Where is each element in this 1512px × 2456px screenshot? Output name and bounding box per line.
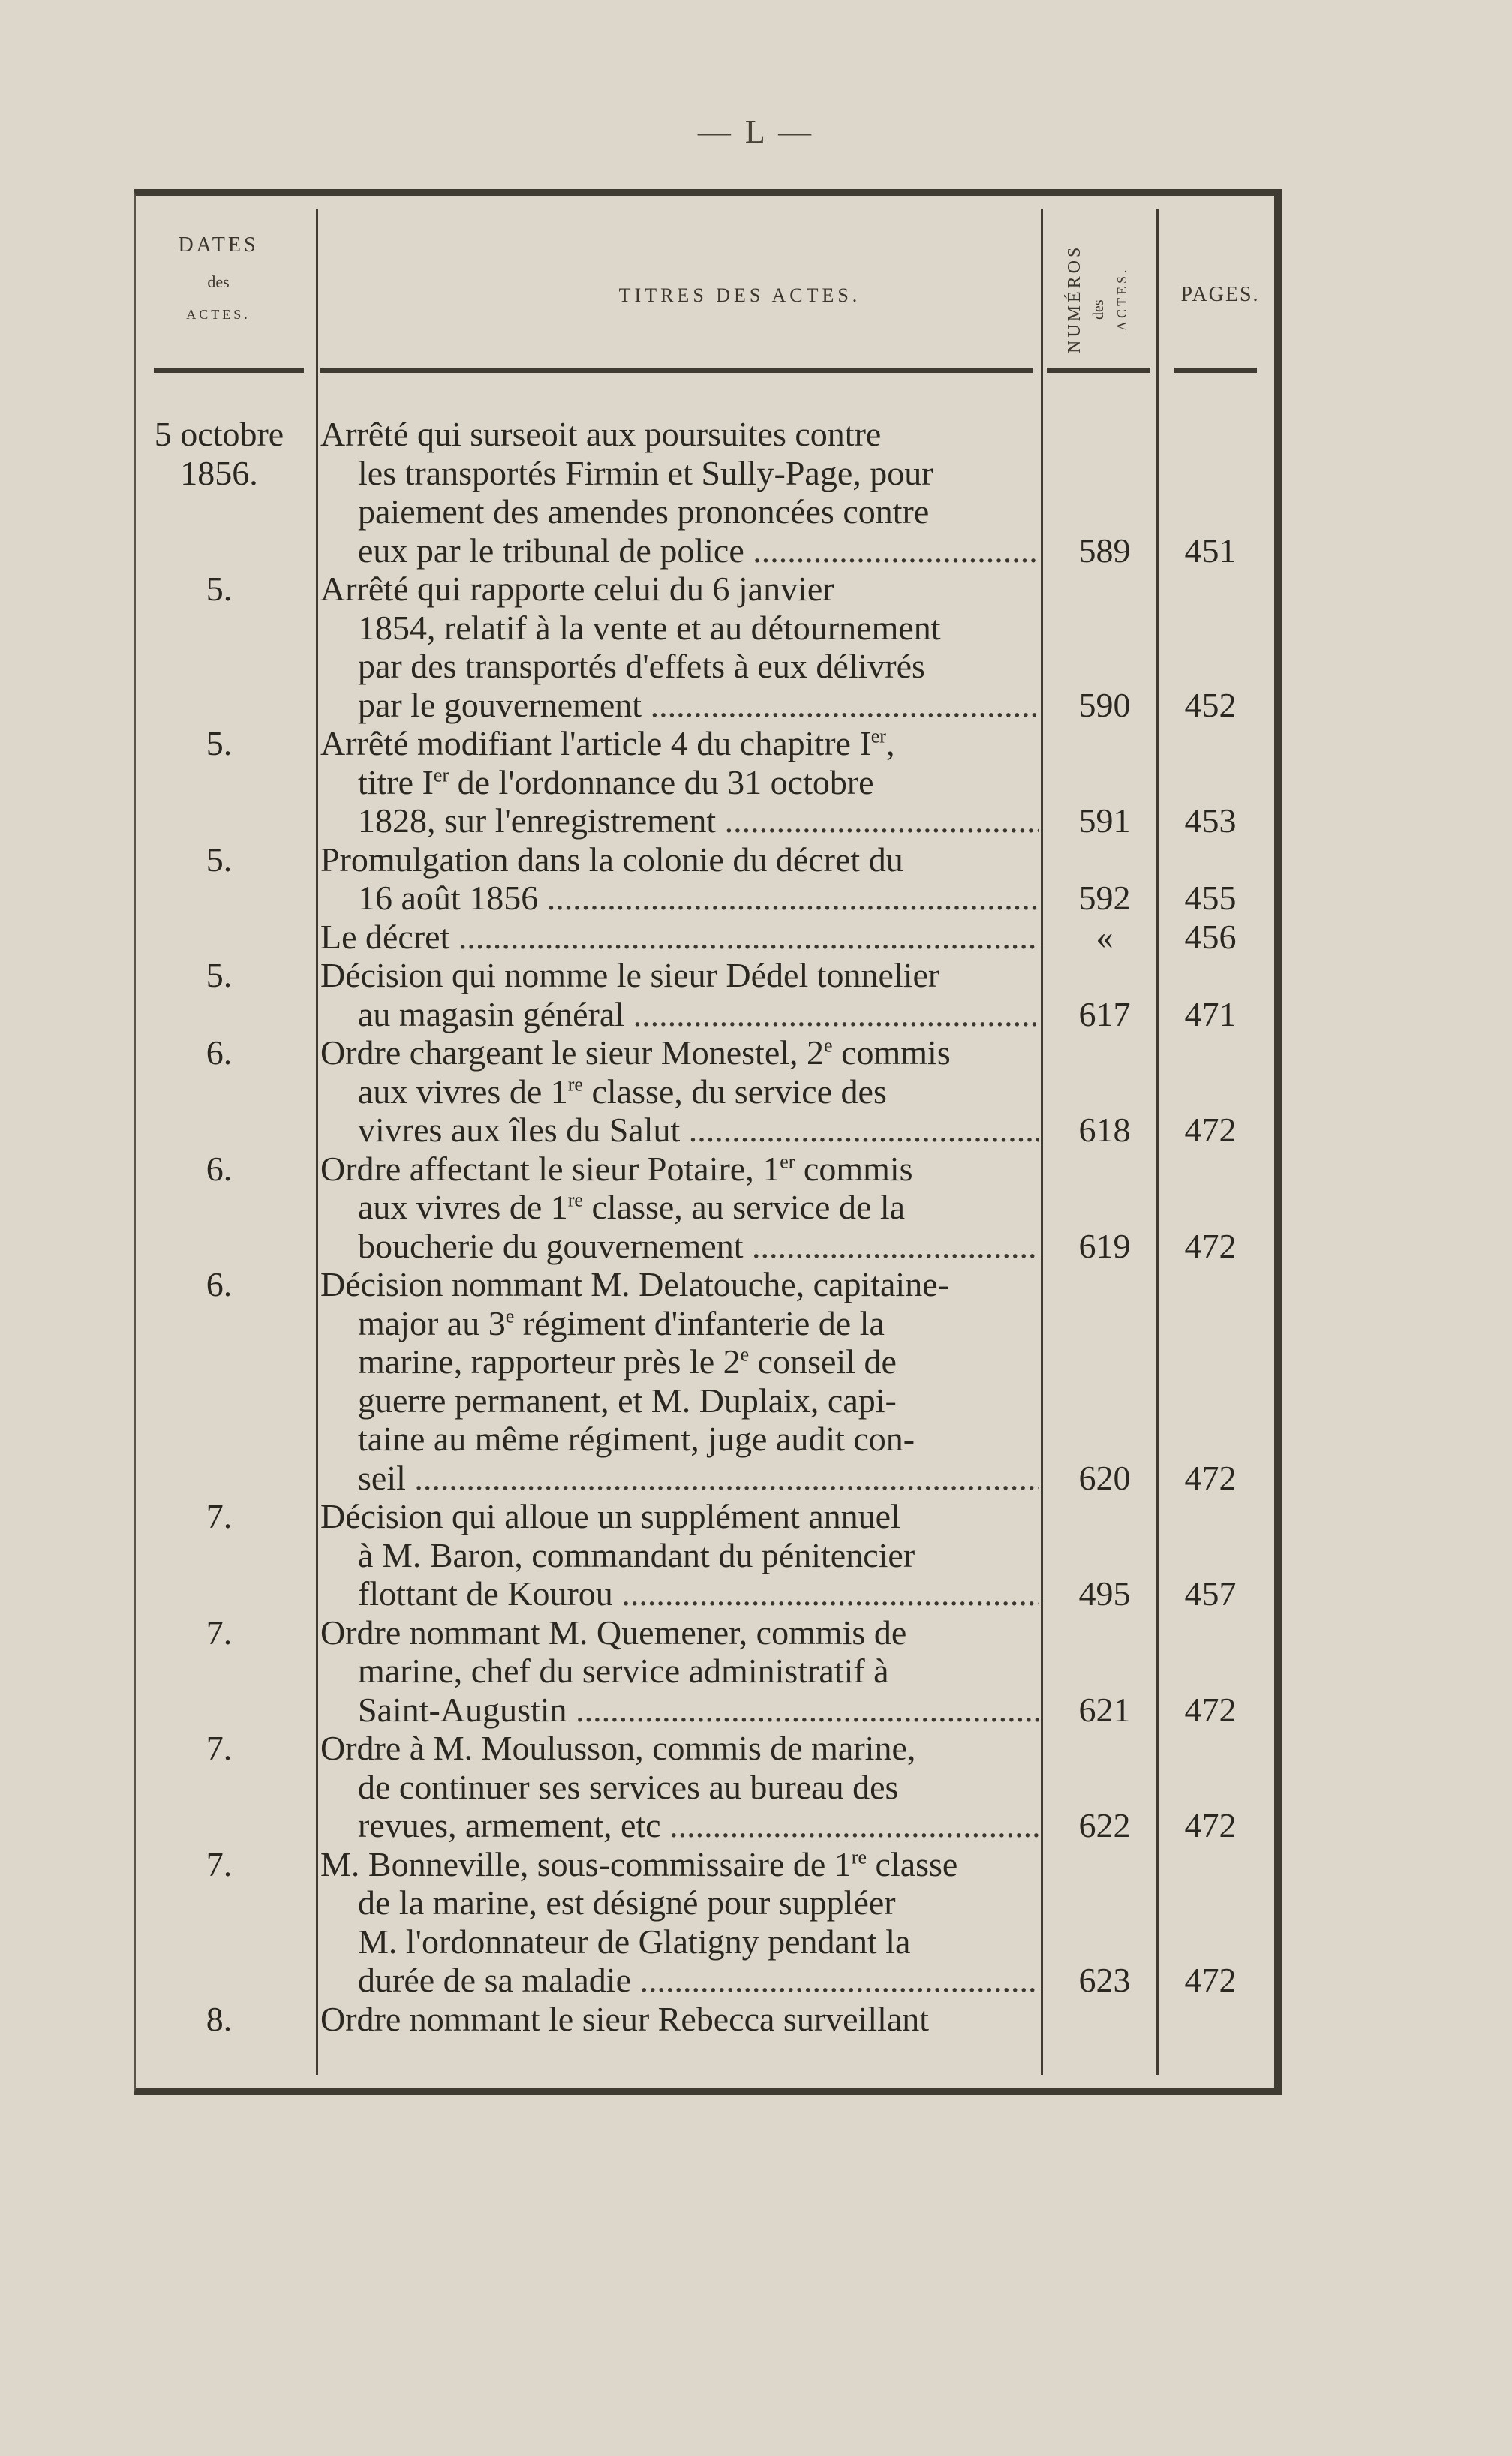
act-title-line: Arrêté modifiant l'article 4 du chapitre Ier, — [320, 724, 895, 762]
act-number: 618 — [1078, 1111, 1131, 1149]
act-page: 455 — [1184, 879, 1237, 917]
act-page: 471 — [1184, 994, 1237, 1033]
act-title-line: Décision qui nomme le sieur Dédel tonnelier — [320, 956, 940, 994]
act-title-line: M. Bonneville, sous-commissaire de 1re classe — [320, 1844, 958, 1883]
act-title — [320, 956, 1039, 1033]
act-title — [320, 1729, 1039, 1845]
table-row — [136, 1497, 1274, 1613]
act-title-line: Ordre nommant le sieur Rebecca surveillant — [320, 1999, 930, 2038]
act-title-line: Ordre affectant le sieur Potaire, 1er commis — [320, 1149, 913, 1188]
act-title-line: boucherie du gouvernement ..... — [320, 1227, 1039, 1266]
table-header — [136, 196, 1274, 376]
act-title-line: eux par le tribunal de police ..... — [320, 531, 1039, 570]
table-row — [136, 918, 1274, 957]
act-title — [320, 1845, 1039, 2000]
act-date-line: 7. — [206, 1497, 233, 1535]
act-title-line: Ordre à M. Moulusson, commis de marine, — [320, 1729, 916, 1767]
table-row — [136, 1729, 1274, 1845]
act-title-line: Décision qui alloue un supplément annuel — [320, 1497, 900, 1535]
act-page: 451 — [1184, 531, 1237, 570]
table-row — [136, 1613, 1274, 1730]
header-rule — [1047, 368, 1150, 373]
table-row — [136, 1265, 1274, 1497]
act-date-line: 5. — [206, 956, 233, 994]
act-title-line: 1828, sur l'enregistrement ..... — [320, 801, 1039, 840]
act-number: 619 — [1078, 1226, 1131, 1265]
act-number: « — [1096, 917, 1114, 956]
act-title-line: 1854, relatif à la vente et au détournement — [358, 608, 941, 647]
header-dates-line: ACTES. — [186, 307, 251, 322]
act-title-line: paiement des amendes prononcées contre — [358, 492, 930, 531]
act-date — [140, 1845, 298, 1884]
act-number: 589 — [1078, 531, 1131, 570]
act-page: 452 — [1184, 685, 1237, 724]
act-date-line: 5. — [206, 570, 233, 608]
act-page: 472 — [1184, 1806, 1237, 1844]
act-page: 457 — [1184, 1574, 1237, 1613]
act-title-line: Ordre chargeant le sieur Monestel, 2e commis — [320, 1033, 951, 1072]
act-number: 591 — [1078, 801, 1131, 840]
act-title — [320, 724, 1039, 840]
act-date-line: 8. — [206, 1999, 233, 2038]
act-date-line: 7. — [206, 1844, 233, 1883]
act-page: 456 — [1184, 917, 1237, 956]
act-title-line: par des transportés d'effets à eux délivrés — [358, 647, 925, 685]
act-page: 472 — [1184, 1961, 1237, 1999]
act-title-line: au magasin général ..... — [320, 995, 1039, 1034]
act-date — [140, 570, 298, 609]
act-page: 472 — [1184, 1226, 1237, 1265]
act-date — [140, 840, 298, 879]
act-title-line: à M. Baron, commandant du pénitencier — [358, 1535, 915, 1574]
act-number: 620 — [1078, 1458, 1131, 1497]
table-body — [136, 415, 1274, 2038]
act-title-line: les transportés Firmin et Sully-Page, pour — [358, 453, 933, 492]
act-title-line: Arrêté qui rapporte celui du 6 janvier — [320, 570, 834, 608]
header-titres: TITRES DES ACTES. — [618, 284, 861, 306]
act-title-line: vivres aux îles du Salut ..... — [320, 1111, 1039, 1150]
acts-table — [134, 189, 1282, 2095]
act-date — [140, 1033, 298, 1072]
table-row — [136, 1150, 1274, 1266]
act-title — [320, 1497, 1039, 1613]
act-title — [320, 840, 1039, 918]
act-date — [140, 1613, 298, 1652]
act-title-line: Arrêté qui surseoit aux poursuites contre — [320, 415, 882, 453]
act-title-line: aux vivres de 1re classe, au service de la — [358, 1188, 906, 1226]
table-row — [136, 2000, 1274, 2039]
act-title — [320, 1033, 1039, 1150]
header-numeros-line: NUMÉROS — [1065, 244, 1084, 353]
header-rule — [154, 368, 304, 373]
act-date-line: 5. — [206, 724, 233, 762]
act-title-line: taine au même régiment, juge audit con- — [358, 1420, 915, 1458]
table-row — [136, 724, 1274, 840]
act-number: 622 — [1078, 1806, 1131, 1844]
act-number: 617 — [1078, 994, 1131, 1033]
act-date-line: 6. — [206, 1149, 233, 1188]
act-title-line: par le gouvernement ..... — [320, 686, 1039, 725]
act-date-line: 7. — [206, 1729, 233, 1767]
act-title — [320, 918, 1039, 957]
header-numeros-line: ACTES. — [1114, 266, 1129, 331]
act-number: 495 — [1078, 1574, 1131, 1613]
act-title — [320, 1150, 1039, 1266]
act-date-line: 1856. — [180, 453, 258, 492]
act-date-line: 5 octobre — [154, 415, 284, 453]
act-date — [140, 415, 298, 492]
act-date — [140, 1150, 298, 1189]
header-pages: PAGES. — [1180, 283, 1260, 306]
act-date — [140, 1265, 298, 1304]
act-title-line: Ordre nommant M. Quemener, commis de — [320, 1613, 907, 1652]
header-rule — [1174, 368, 1257, 373]
act-title-line: 16 août 1856 ..... — [320, 879, 1039, 918]
act-page: 472 — [1184, 1458, 1237, 1497]
act-date — [140, 1497, 298, 1536]
act-title-line: titre Ier de l'ordonnance du 31 octobre — [358, 762, 874, 801]
act-title — [320, 2000, 1039, 2039]
act-title-line: de continuer ses services au bureau des — [358, 1767, 899, 1806]
act-number: 621 — [1078, 1690, 1131, 1729]
header-numeros-line: des — [1090, 299, 1107, 320]
act-title-line: guerre permanent, et M. Duplaix, capi- — [358, 1381, 897, 1420]
table-row — [136, 956, 1274, 1033]
act-title-line: Décision nommant M. Delatouche, capitaine- — [320, 1265, 949, 1303]
act-page: 472 — [1184, 1111, 1237, 1149]
act-date — [140, 724, 298, 763]
header-dates-line: DATES — [178, 233, 259, 257]
act-title-line: flottant de Kourou ..... — [320, 1574, 1039, 1613]
act-date-line: 6. — [206, 1033, 233, 1072]
act-page: 472 — [1184, 1690, 1237, 1729]
act-title-line: marine, chef du service administratif à — [358, 1652, 889, 1690]
act-title-line: Promulgation dans la colonie du décret du — [320, 840, 903, 879]
act-title — [320, 1265, 1039, 1497]
table-row — [136, 415, 1274, 570]
act-date — [140, 1729, 298, 1768]
act-title-line: marine, rapporteur près le 2e conseil de — [358, 1342, 897, 1381]
act-title-line: de la marine, est désigné pour suppléer — [358, 1883, 896, 1922]
act-number: 623 — [1078, 1961, 1131, 1999]
table-row — [136, 840, 1274, 918]
act-date — [140, 2000, 298, 2039]
act-title-line: major au 3e régiment d'infanterie de la — [358, 1303, 885, 1342]
act-title-line: Saint-Augustin ..... — [320, 1691, 1039, 1730]
act-date-line: 6. — [206, 1265, 233, 1303]
act-date-line: 5. — [206, 840, 233, 879]
act-title-line: revues, armement, etc ..... — [320, 1806, 1039, 1845]
table-row — [136, 1033, 1274, 1150]
act-number: 592 — [1078, 879, 1131, 917]
act-date-line: 7. — [206, 1613, 233, 1652]
act-title — [320, 415, 1039, 570]
table-row — [136, 570, 1274, 724]
act-title-line: aux vivres de 1re classe, du service des — [358, 1072, 887, 1111]
act-title-line: durée de sa maladie ..... — [320, 1961, 1039, 2000]
act-title-line: M. l'ordonnateur de Glatigny pendant la — [358, 1922, 911, 1961]
table-row — [136, 1845, 1274, 2000]
act-title — [320, 1613, 1039, 1730]
act-title — [320, 570, 1039, 724]
header-dates-line: des — [207, 272, 230, 291]
page-number: — L — — [697, 113, 815, 150]
act-page: 453 — [1184, 801, 1237, 840]
act-number: 590 — [1078, 685, 1131, 724]
act-title-line: seil ..... — [320, 1459, 1039, 1498]
act-title-line: Le décret ..... — [320, 918, 1039, 957]
header-dates — [158, 233, 278, 323]
header-rule — [320, 368, 1033, 373]
act-date — [140, 956, 298, 995]
header-numeros — [1057, 218, 1147, 365]
